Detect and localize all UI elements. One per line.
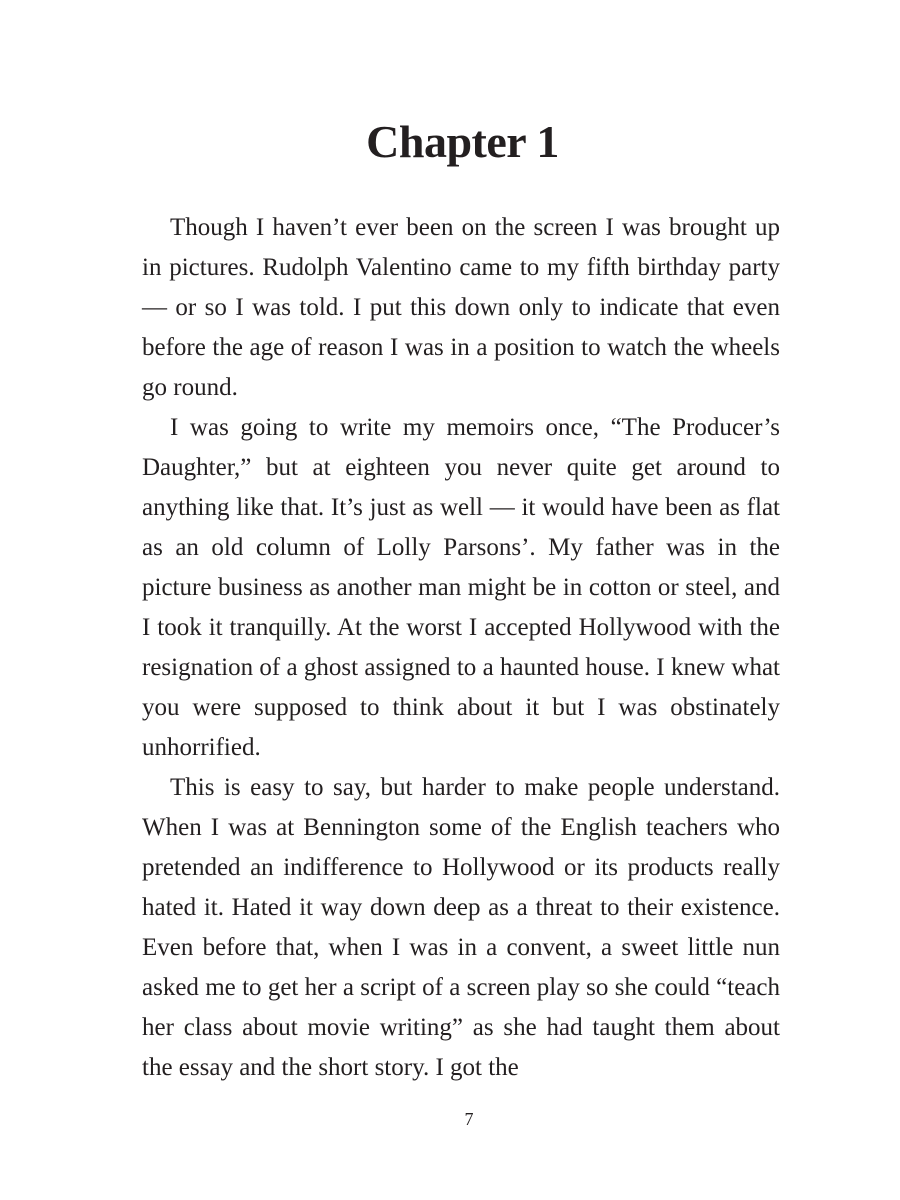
paragraph: This is easy to say, but harder to make people understand. When I was at Bennington some of the English teachers who pretended an indifference to Hollywood or its products really hated it. Hated it way down deep as a threat to their existence. Even before that, when I was in a convent, a sweet little nun asked me to get her a script of a screen play so she could “teach her class about movie writing” as she had taught them about the essay and the short story. I got the: [142, 774, 780, 1081]
paragraph: I was going to write my memoirs once, “The Producer’s Daughter,” but at eighteen you never quite get around to anything like that. It’s just as well — it would have been as flat as an old column of Lolly Parsons’. My father was in the picture business as another man might be in cotton or steel, and I took it tranquilly. At the worst I accepted Hollywood with the resignation of a ghost assigned to a haunted house. I knew what you were supposed to think about it but I was obstinately unhorrified.: [142, 414, 780, 761]
chapter-title: Chapter 1: [366, 116, 559, 167]
paragraph: Though I haven’t ever been on the screen I was brought up in pictures. Rudolph Valentino came to my fifth birthday party — or so I was told. I put this down only to indicate that even before the age of reason I was in a position to watch the wheels go round.: [142, 214, 780, 401]
chapter-body: [142, 208, 780, 1088]
page-number: 7: [464, 1109, 474, 1129]
